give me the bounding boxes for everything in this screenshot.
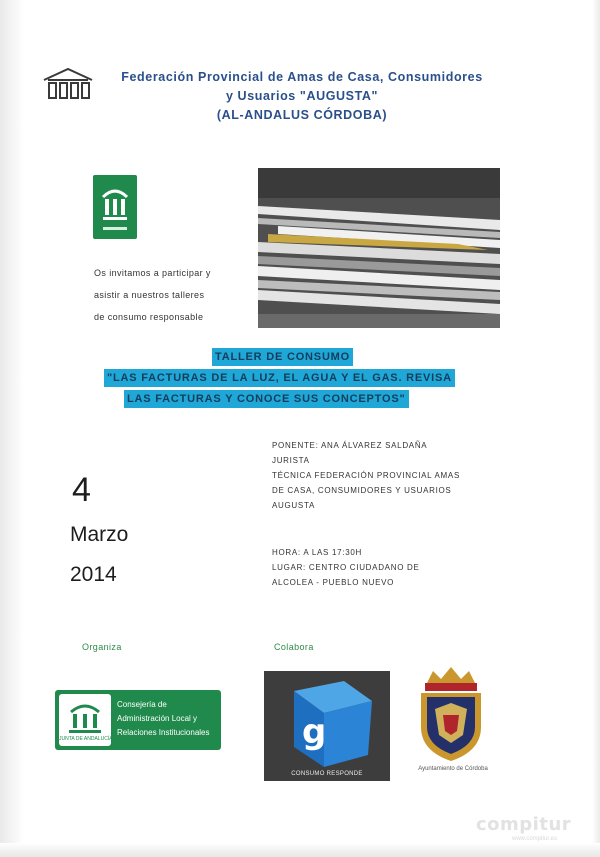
intro-line2: asistir a nuestros talleres	[94, 290, 205, 300]
event-place-line2: ALCOLEA - PUEBLO NUEVO	[272, 578, 395, 587]
event-month: Marzo	[70, 523, 129, 546]
federation-title-line3: (AL-ANDALUS CÓRDOBA)	[216, 108, 388, 122]
colabora-label: Colabora	[274, 642, 314, 652]
event-time: HORA: A LAS 17:30H	[272, 548, 362, 557]
workshop-banner-line2: "LAS FACTURAS DE LA LUZ, EL AGUA Y EL GAS. REVISA	[104, 369, 455, 387]
junta-emblem-icon	[93, 175, 137, 239]
speaker-line: PONENTE: ANA ÁLVAREZ SALDAÑA	[272, 441, 428, 450]
crest-caption: Ayuntamiento de Córdoba	[418, 766, 488, 772]
municipal-crest-logo	[413, 665, 489, 765]
consumo-responde-logo	[264, 671, 390, 781]
federation-title	[102, 68, 502, 125]
speaker-org-line3: AUGUSTA	[272, 501, 315, 510]
event-date	[70, 470, 128, 588]
federation-title-line1: Federación Provincial de Amas de Casa, Consumidores	[121, 70, 483, 84]
junta-text-line2: Administración Local y	[117, 714, 198, 723]
event-place-line1: LUGAR: CENTRO CIUDADANO DE	[272, 563, 420, 572]
speaker-org-line2: DE CASA, CONSUMIDORES Y USUARIOS	[272, 486, 452, 495]
speaker-role: JURISTA	[272, 456, 310, 465]
workshop-banner	[104, 347, 504, 410]
workshop-banner-line1: TALLER DE CONSUMO	[212, 348, 353, 366]
junta-consejeria-text	[117, 698, 217, 740]
junta-andalucia-logo	[93, 175, 137, 239]
intro-line1: Os invitamos a participar y	[94, 268, 211, 278]
scan-shadow-bottom	[0, 843, 600, 857]
federation-house-logo	[40, 66, 96, 100]
consumo-caption: CONSUMO RESPONDE	[291, 771, 363, 777]
event-day: 4	[72, 471, 91, 509]
junta-consejeria-logo	[55, 690, 221, 750]
compitur-watermark: compitur	[476, 814, 572, 835]
event-year: 2014	[70, 563, 117, 586]
junta-sub-label: JUNTA DE ANDALUCÍA	[59, 736, 113, 742]
compitur-watermark-url: www.compitur.es	[512, 836, 558, 842]
event-details	[272, 438, 502, 590]
scan-shadow-right	[592, 0, 600, 857]
consumo-cube-icon	[264, 671, 390, 781]
scan-shadow-left	[0, 0, 24, 857]
details-spacer	[272, 513, 502, 545]
junta-text-line1: Consejería de	[117, 700, 167, 709]
intro-text	[94, 262, 264, 328]
junta-text-line3: Relaciones Institucionales	[117, 728, 210, 737]
federation-title-line2: y Usuarios "AUGUSTA"	[225, 89, 379, 103]
organiza-label: Organiza	[82, 642, 122, 652]
svg-text:g: g	[302, 712, 327, 752]
invoices-photo	[258, 168, 500, 328]
workshop-banner-line3: LAS FACTURAS Y CONOCE SUS CONCEPTOS"	[124, 390, 409, 408]
intro-line3: de consumo responsable	[94, 312, 204, 322]
speaker-org-line1: TÉCNICA FEDERACIÓN PROVINCIAL AMAS	[272, 471, 460, 480]
junta-emblem	[59, 694, 111, 746]
